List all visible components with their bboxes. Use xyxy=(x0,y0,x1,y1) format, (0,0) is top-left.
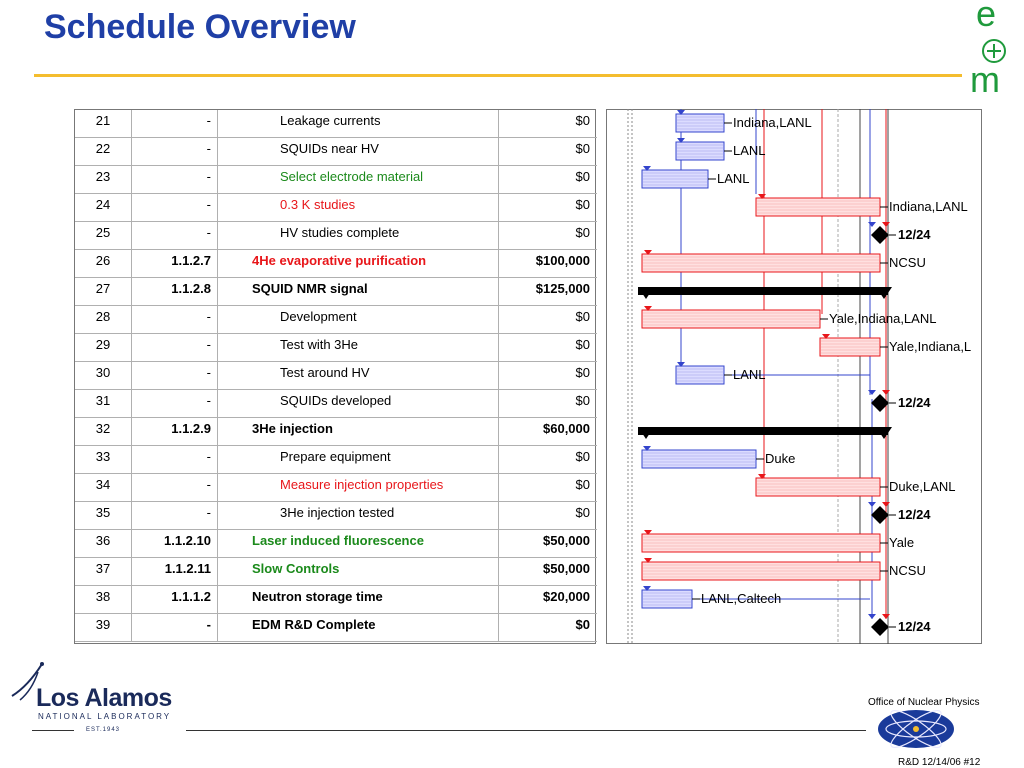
edm-letter-e: e xyxy=(976,0,997,34)
task-name: Slow Controls xyxy=(219,558,499,585)
task-wbs: - xyxy=(132,614,218,641)
task-wbs: - xyxy=(132,306,218,333)
table-row xyxy=(75,390,597,418)
task-name: 0.3 K studies xyxy=(219,194,499,221)
task-wbs: - xyxy=(132,110,218,137)
task-wbs: - xyxy=(132,474,218,501)
milestone-label: 12/24 xyxy=(898,395,931,410)
task-name: EDM R&D Complete xyxy=(219,614,499,641)
footer-divider-left xyxy=(32,730,74,731)
task-resource-label: Indiana,LANL xyxy=(889,199,968,214)
task-wbs: - xyxy=(132,362,218,389)
task-id: 34 xyxy=(75,474,132,501)
task-id: 30 xyxy=(75,362,132,389)
summary-bar xyxy=(638,427,888,435)
schedule-table xyxy=(74,109,596,644)
task-wbs: - xyxy=(132,502,218,529)
lanl-logo xyxy=(6,660,186,740)
table-row xyxy=(75,502,597,530)
table-row xyxy=(75,138,597,166)
task-wbs: - xyxy=(132,390,218,417)
table-row xyxy=(75,222,597,250)
table-row xyxy=(75,446,597,474)
task-name: SQUID NMR signal xyxy=(219,278,499,305)
task-wbs: - xyxy=(132,166,218,193)
task-resource-label: LANL,Caltech xyxy=(701,591,782,606)
task-id: 31 xyxy=(75,390,132,417)
task-cost: $0 xyxy=(575,309,590,324)
task-id: 22 xyxy=(75,138,132,165)
table-row xyxy=(75,418,597,446)
task-name: 4He evaporative purification xyxy=(219,250,499,277)
task-wbs: 1.1.1.2 xyxy=(132,586,218,613)
task-wbs: 1.1.2.7 xyxy=(132,250,218,277)
table-row xyxy=(75,306,597,334)
task-cost: $0 xyxy=(575,393,590,408)
task-cost: $0 xyxy=(575,365,590,380)
task-resource-label: LANL xyxy=(733,367,766,382)
edm-letter-m: m xyxy=(970,59,1000,100)
task-name: 3He injection xyxy=(219,418,499,445)
table-row xyxy=(75,530,597,558)
lanl-est: EST.1943 xyxy=(86,727,121,733)
task-id: 26 xyxy=(75,250,132,277)
task-resource-label: Duke xyxy=(765,451,796,466)
lanl-name: Los Alamos xyxy=(36,684,172,712)
onp-atom-logo-icon xyxy=(876,708,956,750)
task-wbs: 1.1.2.10 xyxy=(132,530,218,557)
footer-divider xyxy=(186,730,866,731)
title-rule xyxy=(34,74,962,77)
slide-reference: R&D 12/14/06 #12 xyxy=(898,757,981,768)
task-id: 27 xyxy=(75,278,132,305)
table-row xyxy=(75,110,597,138)
task-name: Development xyxy=(219,306,499,333)
task-name: Leakage currents xyxy=(219,110,499,137)
table-row xyxy=(75,474,597,502)
task-name: SQUIDs developed xyxy=(219,390,499,417)
table-row xyxy=(75,586,597,614)
task-resource-label: LANL xyxy=(733,143,766,158)
task-wbs: - xyxy=(132,446,218,473)
table-row xyxy=(75,194,597,222)
task-name: Prepare equipment xyxy=(219,446,499,473)
table-row xyxy=(75,362,597,390)
task-name: HV studies complete xyxy=(219,222,499,249)
task-resource-label: Yale,Indiana,L xyxy=(889,339,972,354)
task-id: 23 xyxy=(75,166,132,193)
task-cost: $100,000 xyxy=(535,253,590,268)
task-cost: $20,000 xyxy=(543,589,590,604)
task-id: 21 xyxy=(75,110,132,137)
task-wbs: - xyxy=(132,138,218,165)
task-id: 28 xyxy=(75,306,132,333)
task-cost: $0 xyxy=(575,477,590,492)
task-id: 25 xyxy=(75,222,132,249)
task-id: 35 xyxy=(75,502,132,529)
page-title: Schedule Overview xyxy=(44,8,356,46)
task-name: Measure injection properties xyxy=(219,474,499,501)
task-id: 33 xyxy=(75,446,132,473)
milestone-label: 12/24 xyxy=(898,507,931,522)
gantt-chart xyxy=(606,109,982,644)
task-cost: $0 xyxy=(575,617,590,632)
task-id: 32 xyxy=(75,418,132,445)
task-id: 24 xyxy=(75,194,132,221)
task-resource-label: Indiana,LANL xyxy=(733,115,812,130)
task-wbs: 1.1.2.9 xyxy=(132,418,218,445)
task-id: 36 xyxy=(75,530,132,557)
task-cost: $0 xyxy=(575,225,590,240)
task-id: 37 xyxy=(75,558,132,585)
task-resource-label: Yale xyxy=(889,535,915,550)
task-cost: $0 xyxy=(575,505,590,520)
task-cost: $0 xyxy=(575,141,590,156)
milestone-label: 12/24 xyxy=(898,619,931,634)
task-wbs: - xyxy=(132,194,218,221)
task-cost: $0 xyxy=(575,169,590,184)
task-name: 3He injection tested xyxy=(219,502,499,529)
task-resource-label: Duke,LANL xyxy=(889,479,956,494)
task-wbs: 1.1.2.8 xyxy=(132,278,218,305)
table-row xyxy=(75,558,597,586)
lanl-subtitle: NATIONAL LABORATORY xyxy=(38,712,172,721)
table-row xyxy=(75,614,597,642)
task-name: Test around HV xyxy=(219,362,499,389)
table-row xyxy=(75,278,597,306)
table-row xyxy=(75,166,597,194)
schedule-panel xyxy=(74,109,982,644)
task-cost: $0 xyxy=(575,113,590,128)
task-cost: $50,000 xyxy=(543,561,590,576)
task-resource-label: LANL xyxy=(717,171,750,186)
task-wbs: - xyxy=(132,334,218,361)
task-name: SQUIDs near HV xyxy=(219,138,499,165)
milestone-label: 12/24 xyxy=(898,227,931,242)
table-row xyxy=(75,334,597,362)
office-label: Office of Nuclear Physics xyxy=(868,697,980,708)
table-row xyxy=(75,250,597,278)
edm-logo xyxy=(968,2,1020,98)
task-cost: $60,000 xyxy=(543,421,590,436)
task-resource-label: NCSU xyxy=(889,563,926,578)
task-cost: $0 xyxy=(575,197,590,212)
task-cost: $125,000 xyxy=(535,281,590,296)
task-resource-label: Yale,Indiana,LANL xyxy=(829,311,937,326)
task-wbs: 1.1.2.11 xyxy=(132,558,218,585)
task-name: Neutron storage time xyxy=(219,586,499,613)
task-wbs: - xyxy=(132,222,218,249)
task-id: 39 xyxy=(75,614,132,641)
task-name: Select electrode material xyxy=(219,166,499,193)
task-name: Test with 3He xyxy=(219,334,499,361)
task-id: 38 xyxy=(75,586,132,613)
task-name: Laser induced fluorescence xyxy=(219,530,499,557)
task-resource-label: NCSU xyxy=(889,255,926,270)
summary-bar xyxy=(638,287,888,295)
task-id: 29 xyxy=(75,334,132,361)
task-cost: $0 xyxy=(575,337,590,352)
task-cost: $0 xyxy=(575,449,590,464)
task-cost: $50,000 xyxy=(543,533,590,548)
